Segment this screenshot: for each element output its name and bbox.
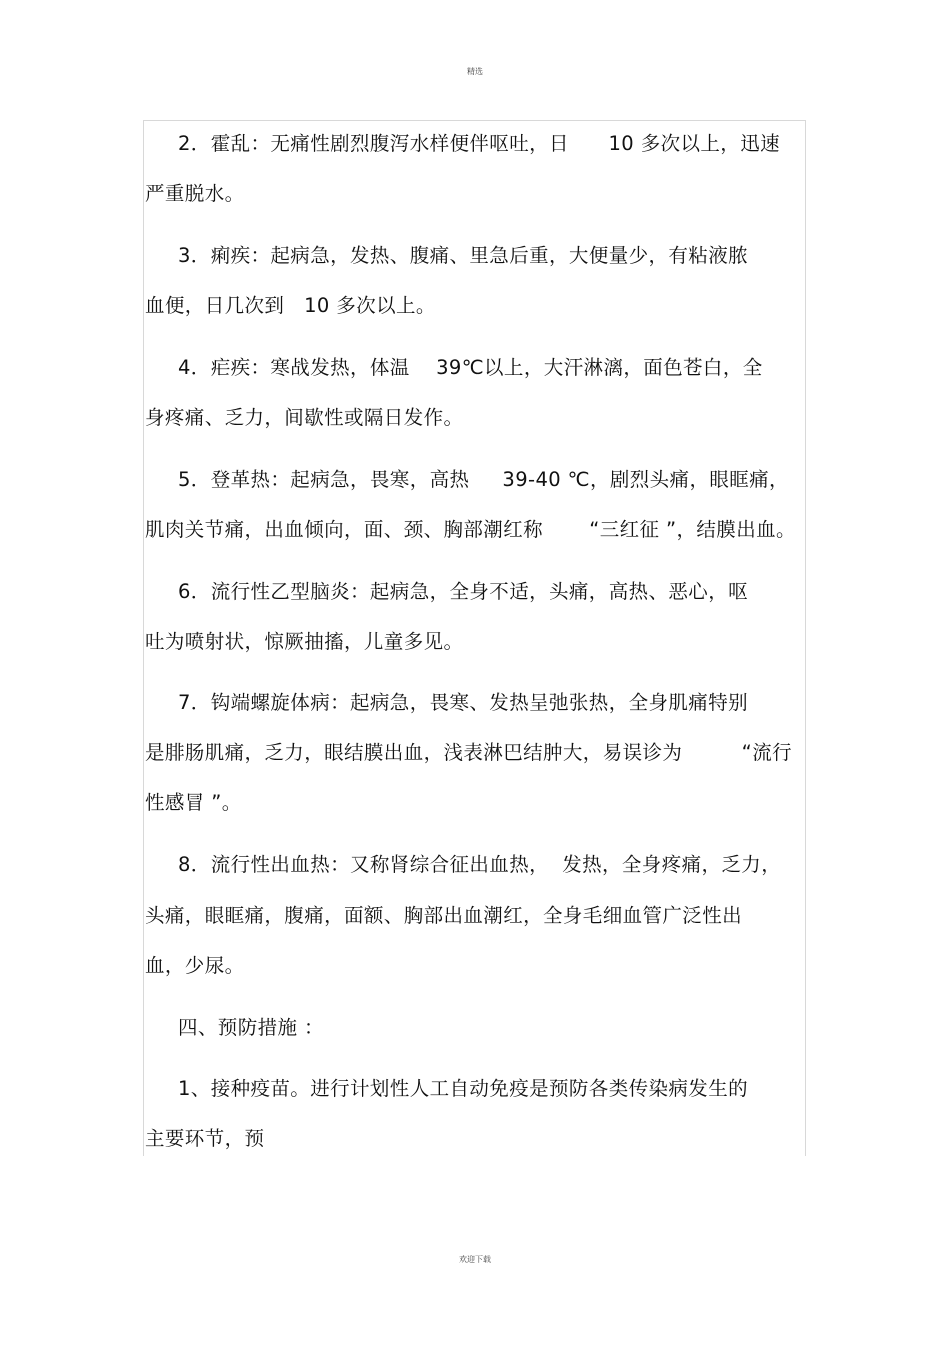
paragraph-line: 5．登革热：起病急，畏寒，高热 39-40 ℃，剧烈头痛，眼眶痛， bbox=[178, 468, 789, 491]
paragraph-line: 1、接种疫苗。进行计划性人工自动免疫是预防各类传染病发生的 bbox=[178, 1077, 749, 1100]
paragraph-line: 严重脱水。 bbox=[145, 182, 245, 205]
paragraph-line: 主要环节，预 bbox=[145, 1127, 265, 1150]
paragraph-line: 8．流行性出血热：又称肾综合征出血热， 发热，全身疼痛，乏力， bbox=[178, 853, 782, 876]
paragraph-line: 是腓肠肌痛，乏力，眼结膜出血，浅表淋巴结肿大，易误诊为 “流行 bbox=[145, 741, 792, 764]
paragraph-line: 血便，日几次到 10 多次以上。 bbox=[145, 294, 436, 317]
paragraph-line: 吐为喷射状，惊厥抽搐，儿童多见。 bbox=[145, 630, 464, 653]
paragraph-line: 3．痢疾：起病急，发热、腹痛、里急后重，大便量少，有粘液脓 bbox=[178, 244, 749, 267]
paragraph-line: 2．霍乱：无痛性剧烈腹泻水样便伴呕吐，日 10 多次以上，迅速 bbox=[178, 132, 781, 155]
paragraph-line: 6．流行性乙型脑炎：起病急，全身不适，头痛，高热、恶心，呕 bbox=[178, 580, 749, 603]
paragraph-line: 头痛，眼眶痛，腹痛，面额、胸部出血潮红，全身毛细血管广泛性出 bbox=[145, 904, 743, 927]
paragraph-line: 血，少尿。 bbox=[145, 954, 245, 977]
footer-mark: 欢迎下载 bbox=[459, 1255, 491, 1264]
header-mark: 精选 bbox=[467, 67, 483, 76]
paragraph-line: 性感冒 ”。 bbox=[145, 791, 242, 814]
section-heading: 四、预防措施 ： bbox=[178, 1016, 324, 1039]
paragraph-line: 身疼痛、乏力，间歇性或隔日发作。 bbox=[145, 406, 464, 429]
paragraph-line: 肌肉关节痛，出血倾向，面、颈、胸部潮红称 “三红征 ”，结膜出血。 bbox=[145, 518, 796, 541]
paragraph-line: 7．钩端螺旋体病：起病急，畏寒、发热呈弛张热，全身肌痛特别 bbox=[178, 691, 749, 714]
paragraph-line: 4．疟疾：寒战发热，体温 39℃以上，大汗淋漓，面色苍白，全 bbox=[178, 356, 763, 379]
